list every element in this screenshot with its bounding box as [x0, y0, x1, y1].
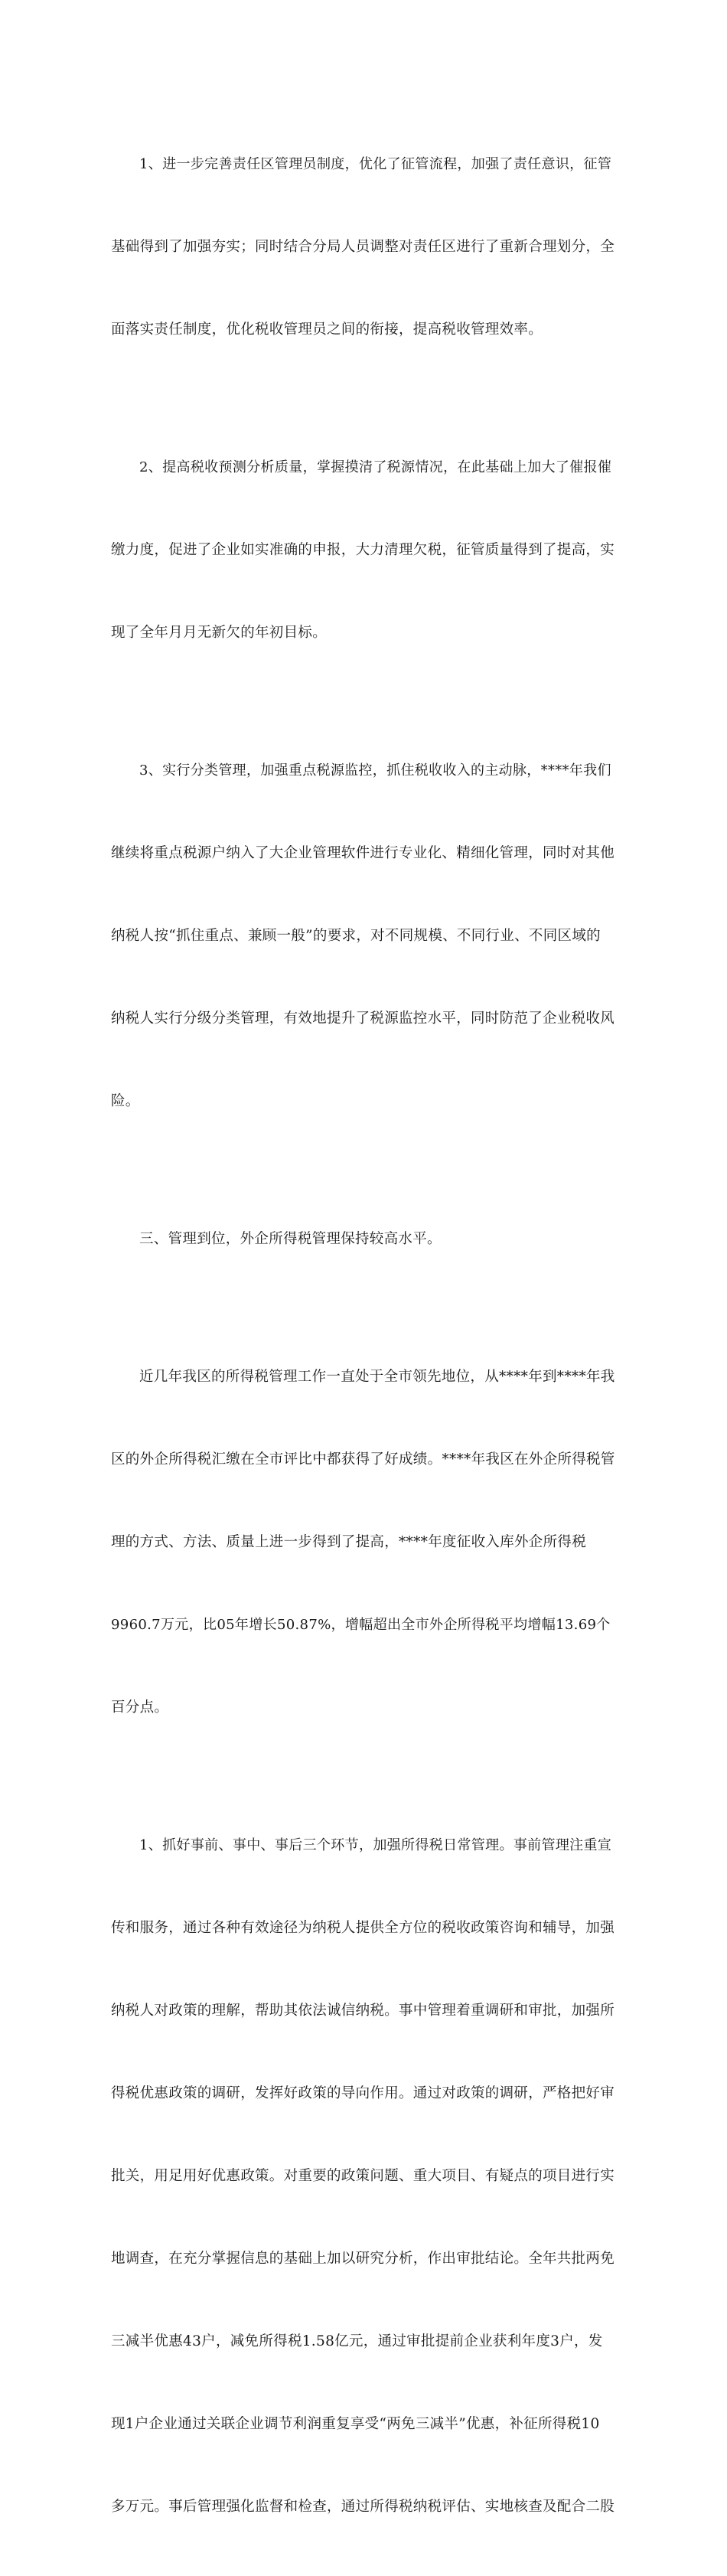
text-line: 纳税人对政策的理解，帮助其依法诚信纳税。事中管理着重调研和审批，加强所 [111, 2003, 615, 2019]
paragraph-6 [111, 1777, 616, 2576]
paragraph-5 [111, 1308, 616, 1777]
text-line: 险。 [111, 1093, 140, 1109]
paragraph-1 [111, 96, 616, 399]
text-line: 2、提高税收预测分析质量，掌握摸清了税源情况，在此基础上加大了催报催 [139, 459, 612, 475]
text-line: 批关，用足用好优惠政策。对重要的政策问题、重大项目、有疑点的项目进行实 [111, 2168, 615, 2184]
text-line: 三、管理到位，外企所得税管理保持较高水平。 [139, 1231, 442, 1247]
text-line: 三减半优惠43户，减免所得税1.58亿元，通过审批提前企业获利年度3户，发 [111, 2333, 603, 2349]
text-line: 缴力度，促进了企业如实准确的申报，大力清理欠税，征管质量得到了提高，实 [111, 542, 615, 558]
text-line: 得税优惠政策的调研，发挥好政策的导向作用。通过对政策的调研，严格把好审 [111, 2085, 615, 2101]
text-line: 1、抓好事前、事中、事后三个环节，加强所得税日常管理。事前管理注重宣 [139, 1837, 612, 1853]
text-line: 多万元。事后管理强化监督和检查，通过所得税纳税评估、实地核查及配合二股 [111, 2499, 615, 2515]
text-line: 地调查，在充分掌握信息的基础上加以研究分析，作出审批结论。全年共批两免 [111, 2251, 615, 2267]
text-line: 区的外企所得税汇缴在全市评比中都获得了好成绩。****年我区在外企所得税管 [111, 1451, 615, 1468]
text-line: 继续将重点税源户纳入了大企业管理软件进行专业化、精细化管理，同时对其他 [111, 845, 615, 861]
text-line: 3、实行分类管理，加强重点税源监控，抓住税收收入的主动脉，****年我们 [139, 762, 611, 779]
text-line: 百分点。 [111, 1699, 169, 1716]
text-line: 传和服务，通过各种有效途径为纳税人提供全方位的税收政策咨询和辅导，加强 [111, 1920, 615, 1936]
document-body [111, 96, 616, 2576]
text-line: 1、进一步完善责任区管理员制度，优化了征管流程，加强了责任意识，征管 [139, 156, 612, 172]
paragraph-2 [111, 399, 616, 702]
text-line: 面落实责任制度，优化税收管理员之间的衔接，提高税收管理效率。 [111, 322, 543, 338]
section-heading [111, 1170, 616, 1308]
text-line: 基础得到了加强夯实；同时结合分局人员调整对责任区进行了重新合理划分，全 [111, 239, 615, 255]
text-line: 纳税人按“抓住重点、兼顾一般”的要求，对不同规模、不同行业、不同区域的 [111, 928, 601, 944]
text-line: 9960.7万元，比05年增长50.87%，增幅超出全市外企所得税平均增幅13.69个 [111, 1617, 611, 1633]
text-line: 现1户企业通过关联企业调节利润重复享受“两免三减半”优惠，补征所得税10 [111, 2416, 600, 2432]
text-line: 近几年我区的所得税管理工作一直处于全市领先地位，从****年到****年我 [139, 1369, 615, 1385]
paragraph-3 [111, 702, 616, 1170]
text-line: 理的方式、方法、质量上进一步得到了提高，****年度征收入库外企所得税 [111, 1534, 587, 1550]
text-line: 现了全年月月无新欠的年初目标。 [111, 625, 328, 641]
text-line: 纳税人实行分级分类管理，有效地提升了税源监控水平，同时防范了企业税收风 [111, 1010, 615, 1027]
